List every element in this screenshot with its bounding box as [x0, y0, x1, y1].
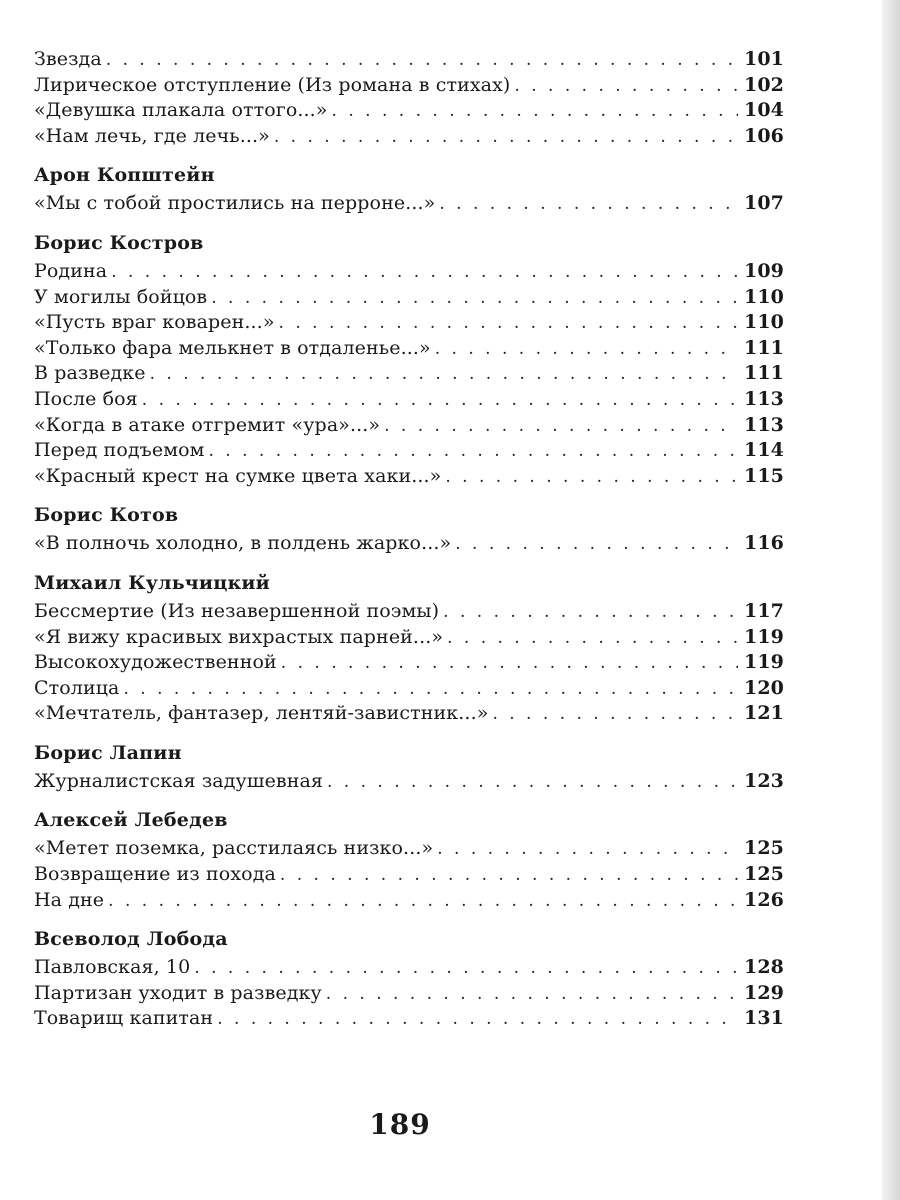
dot-leader: [211, 288, 738, 308]
entry-title: «Девушка плакала оттого...»: [34, 99, 328, 122]
entry-title: «Метет поземка, расстилаясь низко...»: [34, 837, 434, 860]
toc-entry[interactable]: [34, 414, 784, 440]
table-of-contents: [34, 48, 784, 1033]
entry-title: Журналистская задушевная: [34, 769, 323, 792]
dot-leader: [332, 101, 738, 121]
entry-page-number: 116: [744, 532, 784, 555]
entry-title: Родина: [34, 259, 108, 282]
toc-entry[interactable]: [34, 863, 784, 889]
entry-page-number: 115: [744, 464, 784, 487]
author-heading: Борис Котов: [34, 504, 179, 527]
entry-title: После боя: [34, 387, 138, 410]
entry-page-number: 128: [744, 956, 784, 979]
toc-entry[interactable]: [34, 702, 784, 728]
toc-entry[interactable]: [34, 388, 784, 414]
dot-leader: [327, 772, 738, 792]
toc-entry[interactable]: [34, 337, 784, 363]
toc-entry[interactable]: [34, 465, 784, 491]
dot-leader: [111, 262, 738, 282]
entry-page-number: 107: [744, 192, 784, 215]
dot-leader: [194, 958, 738, 978]
author-heading: Всеволод Лобода: [34, 928, 228, 951]
entry-page-number: 120: [744, 676, 784, 699]
entry-title: «Пусть враг коварен...»: [34, 311, 275, 334]
dot-leader: [455, 534, 738, 554]
page-edge: [882, 0, 900, 1200]
dot-leader: [217, 1009, 738, 1029]
entry-title: Столица: [34, 676, 120, 699]
entry-page-number: 101: [744, 48, 784, 70]
entry-title: Павловская, 10: [34, 956, 191, 979]
toc-entry[interactable]: [34, 532, 784, 558]
toc-entry[interactable]: [34, 311, 784, 337]
entry-title: «Мы с тобой простились на перроне...»: [34, 192, 436, 215]
toc-entry[interactable]: [34, 982, 784, 1008]
entry-page-number: 110: [744, 311, 784, 334]
dot-leader: [384, 416, 738, 436]
toc-entry[interactable]: [34, 770, 784, 796]
entry-title: «Только фара мелькнет в отдаленье...»: [34, 336, 431, 359]
entry-page-number: 131: [744, 1007, 784, 1030]
dot-leader: [150, 364, 738, 384]
entry-title: Бессмертие (Из незавершенной поэмы): [34, 599, 440, 622]
entry-title: Партизан уходит в разведку: [34, 981, 322, 1004]
entry-page-number: 117: [744, 599, 784, 622]
entry-page-number: 102: [744, 73, 784, 96]
author-heading: Михаил Кульчицкий: [34, 571, 270, 594]
toc-entry[interactable]: [34, 48, 784, 74]
toc-entry[interactable]: [34, 956, 784, 982]
entry-title: «Нам лечь, где лечь...»: [34, 124, 270, 147]
toc-entry[interactable]: [34, 1007, 784, 1033]
toc-entry[interactable]: [34, 837, 784, 863]
entry-title: «В полночь холодно, в полдень жарко...»: [34, 532, 452, 555]
entry-title: «Когда в атаке отгремит «ура»...»: [34, 413, 381, 436]
toc-entry[interactable]: [34, 99, 784, 125]
entry-page-number: 109: [744, 259, 784, 282]
entry-title: Высокохудожественной: [34, 651, 277, 674]
dot-leader: [443, 602, 738, 622]
toc-entry[interactable]: [34, 889, 784, 915]
entry-page-number: 119: [744, 651, 784, 674]
toc-entry[interactable]: [34, 439, 784, 465]
entry-page-number: 111: [744, 362, 784, 385]
page-number: 189: [369, 1108, 431, 1141]
entry-title: На дне: [34, 888, 105, 911]
dot-leader: [281, 653, 738, 673]
entry-page-number: 121: [744, 702, 784, 725]
entry-page-number: 126: [744, 888, 784, 911]
entry-page-number: 125: [744, 863, 784, 886]
dot-leader: [108, 891, 738, 911]
entry-title: Товарищ капитан: [34, 1007, 214, 1030]
entry-title: Звезда: [34, 48, 102, 70]
entry-page-number: 129: [744, 981, 784, 1004]
dot-leader: [435, 339, 738, 359]
toc-entry[interactable]: [34, 286, 784, 312]
dot-leader: [514, 76, 738, 96]
entry-title: «Я вижу красивых вихрастых парней...»: [34, 625, 444, 648]
entry-page-number: 113: [744, 413, 784, 436]
dot-leader: [447, 628, 738, 648]
entry-title: «Красный крест на сумке цвета хаки...»: [34, 464, 442, 487]
author-heading: Борис Лапин: [34, 741, 182, 764]
author-heading: Арон Копштейн: [34, 164, 215, 187]
entry-title: Возвращение из похода: [34, 863, 276, 886]
dot-leader: [437, 839, 738, 859]
entry-title: Перед подъемом: [34, 439, 205, 462]
entry-page-number: 104: [744, 99, 784, 122]
toc-entry[interactable]: [34, 600, 784, 626]
entry-page-number: 110: [744, 285, 784, 308]
toc-entry[interactable]: [34, 651, 784, 677]
toc-entry[interactable]: [34, 260, 784, 286]
entry-title: «Мечтатель, фантазер, лентяй-завистник...»: [34, 702, 489, 725]
entry-page-number: 113: [744, 387, 784, 410]
dot-leader: [445, 467, 738, 487]
entry-page-number: 111: [744, 336, 784, 359]
entry-page-number: 106: [744, 124, 784, 147]
dot-leader: [274, 127, 738, 147]
entry-page-number: 119: [744, 625, 784, 648]
author-heading: Борис Костров: [34, 231, 204, 254]
entry-title: У могилы бойцов: [34, 285, 208, 308]
dot-leader: [280, 865, 738, 885]
toc-entry[interactable]: [34, 192, 784, 218]
toc-entry[interactable]: [34, 74, 784, 100]
dot-leader: [142, 390, 738, 410]
dot-leader: [106, 50, 738, 70]
entry-title: Лирическое отступление (Из романа в стихах): [34, 73, 511, 96]
toc-entry[interactable]: [34, 125, 784, 151]
dot-leader: [279, 313, 738, 333]
entry-page-number: 114: [744, 439, 784, 462]
dot-leader: [209, 441, 739, 461]
entry-page-number: 123: [744, 769, 784, 792]
dot-leader: [439, 194, 738, 214]
toc-entry[interactable]: [34, 362, 784, 388]
author-heading: Алексей Лебедев: [34, 809, 228, 832]
dot-leader: [326, 984, 738, 1004]
entry-page-number: 125: [744, 837, 784, 860]
entry-title: В разведке: [34, 362, 146, 385]
toc-entry[interactable]: [34, 677, 784, 703]
dot-leader: [123, 679, 738, 699]
toc-entry[interactable]: [34, 626, 784, 652]
dot-leader: [492, 704, 738, 724]
